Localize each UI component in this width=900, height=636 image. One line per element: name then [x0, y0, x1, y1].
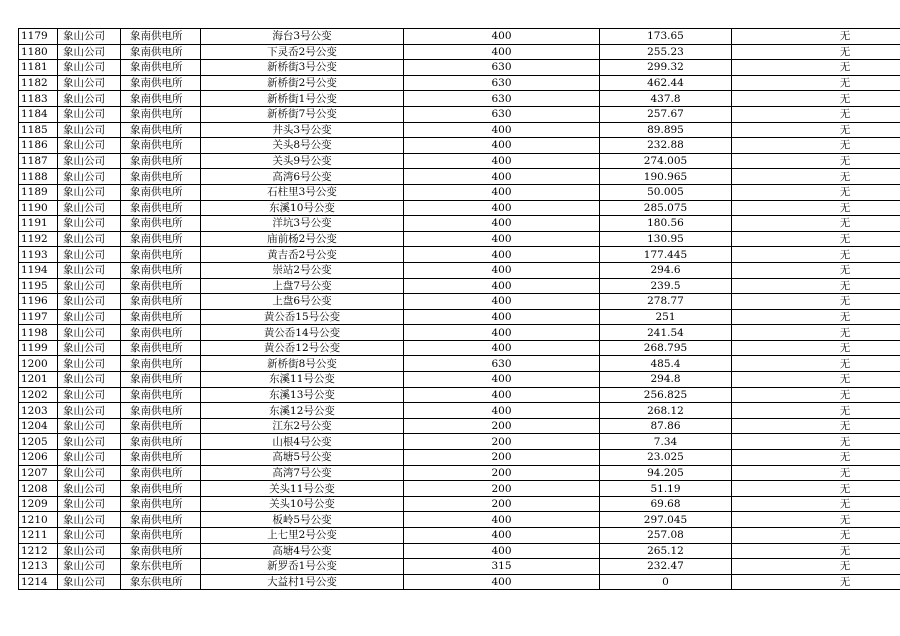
load-cell[interactable]: 232.47 [600, 559, 732, 575]
transformer-name-cell[interactable]: 黄公岙15号公变 [201, 309, 404, 325]
supply-station-cell[interactable]: 象南供电所 [121, 496, 201, 512]
supply-station-cell[interactable]: 象南供电所 [121, 60, 201, 76]
row-number-cell[interactable]: 1191 [19, 216, 58, 232]
company-cell[interactable]: 象山公司 [58, 372, 121, 388]
row-number-cell[interactable]: 1189 [19, 184, 58, 200]
company-cell[interactable]: 象山公司 [58, 153, 121, 169]
load-cell[interactable]: 294.8 [600, 372, 732, 388]
transformer-name-cell[interactable]: 东溪13号公变 [201, 387, 404, 403]
supply-station-cell[interactable]: 象南供电所 [121, 91, 201, 107]
transformer-name-cell[interactable]: 上盘7号公变 [201, 278, 404, 294]
transformer-name-cell[interactable]: 高湾7号公变 [201, 465, 404, 481]
capacity-cell[interactable]: 400 [404, 512, 600, 528]
table-row [19, 543, 900, 559]
capacity-cell[interactable]: 400 [404, 216, 600, 232]
capacity-cell[interactable]: 200 [404, 496, 600, 512]
capacity-cell[interactable]: 400 [404, 262, 600, 278]
note-cell[interactable]: 无 [732, 29, 900, 45]
note-cell[interactable]: 无 [732, 294, 900, 310]
supply-station-cell[interactable]: 象南供电所 [121, 309, 201, 325]
row-number-cell[interactable]: 1199 [19, 340, 58, 356]
capacity-cell[interactable]: 315 [404, 559, 600, 575]
row-number-cell[interactable]: 1197 [19, 309, 58, 325]
capacity-cell[interactable]: 400 [404, 247, 600, 263]
row-number-cell[interactable]: 1213 [19, 559, 58, 575]
supply-station-cell[interactable]: 象南供电所 [121, 44, 201, 60]
company-cell[interactable]: 象山公司 [58, 122, 121, 138]
transformer-name-cell[interactable]: 洋坑3号公变 [201, 216, 404, 232]
capacity-cell[interactable]: 400 [404, 543, 600, 559]
company-cell[interactable]: 象山公司 [58, 481, 121, 497]
supply-station-cell[interactable]: 象南供电所 [121, 356, 201, 372]
supply-station-cell[interactable]: 象南供电所 [121, 528, 201, 544]
company-cell[interactable]: 象山公司 [58, 434, 121, 450]
table-row [19, 403, 900, 419]
row-number-cell[interactable]: 1187 [19, 153, 58, 169]
transformer-name-cell[interactable]: 新桥街7号公变 [201, 106, 404, 122]
note-cell[interactable]: 无 [732, 184, 900, 200]
note-cell[interactable]: 无 [732, 481, 900, 497]
capacity-cell[interactable]: 400 [404, 184, 600, 200]
note-cell[interactable]: 无 [732, 496, 900, 512]
supply-station-cell[interactable]: 象南供电所 [121, 169, 201, 185]
supply-station-cell[interactable]: 象东供电所 [121, 559, 201, 575]
row-number-cell[interactable]: 1195 [19, 278, 58, 294]
table-row [19, 91, 900, 107]
note-cell[interactable]: 无 [732, 543, 900, 559]
note-cell[interactable]: 无 [732, 169, 900, 185]
note-cell[interactable]: 无 [732, 247, 900, 263]
row-number-cell[interactable]: 1202 [19, 387, 58, 403]
supply-station-cell[interactable]: 象南供电所 [121, 403, 201, 419]
load-cell[interactable]: 268.795 [600, 340, 732, 356]
load-cell[interactable]: 239.5 [600, 278, 732, 294]
load-cell[interactable]: 299.32 [600, 60, 732, 76]
capacity-cell[interactable]: 630 [404, 60, 600, 76]
supply-station-cell[interactable]: 象南供电所 [121, 184, 201, 200]
transformer-name-cell[interactable]: 山根4号公变 [201, 434, 404, 450]
row-number-cell[interactable]: 1180 [19, 44, 58, 60]
supply-station-cell[interactable]: 象南供电所 [121, 106, 201, 122]
capacity-cell[interactable]: 400 [404, 200, 600, 216]
note-cell[interactable]: 无 [732, 138, 900, 154]
transformer-name-cell[interactable]: 黄公岙12号公变 [201, 340, 404, 356]
note-cell[interactable]: 无 [732, 559, 900, 575]
transformer-name-cell[interactable]: 高湾6号公变 [201, 169, 404, 185]
row-number-cell[interactable]: 1190 [19, 200, 58, 216]
load-cell[interactable]: 268.12 [600, 403, 732, 419]
company-cell[interactable]: 象山公司 [58, 278, 121, 294]
supply-station-cell[interactable]: 象南供电所 [121, 543, 201, 559]
table-row [19, 325, 900, 341]
row-number-cell[interactable]: 1198 [19, 325, 58, 341]
row-number-cell[interactable]: 1193 [19, 247, 58, 263]
supply-station-cell[interactable]: 象南供电所 [121, 372, 201, 388]
supply-station-cell[interactable]: 象南供电所 [121, 481, 201, 497]
transformer-name-cell[interactable]: 关头11号公变 [201, 481, 404, 497]
row-number-cell[interactable]: 1209 [19, 496, 58, 512]
load-cell[interactable]: 278.77 [600, 294, 732, 310]
load-cell[interactable]: 294.6 [600, 262, 732, 278]
capacity-cell[interactable]: 400 [404, 309, 600, 325]
row-number-cell[interactable]: 1208 [19, 481, 58, 497]
row-number-cell[interactable]: 1188 [19, 169, 58, 185]
company-cell[interactable]: 象山公司 [58, 91, 121, 107]
note-cell[interactable]: 无 [732, 60, 900, 76]
transformer-name-cell[interactable]: 新罗岙1号公变 [201, 559, 404, 575]
row-number-cell[interactable]: 1211 [19, 528, 58, 544]
note-cell[interactable]: 无 [732, 434, 900, 450]
table-row [19, 75, 900, 91]
company-cell[interactable]: 象山公司 [58, 512, 121, 528]
transformer-name-cell[interactable]: 上七里2号公变 [201, 528, 404, 544]
note-cell[interactable]: 无 [732, 356, 900, 372]
transformer-name-cell[interactable]: 东溪11号公变 [201, 372, 404, 388]
note-cell[interactable]: 无 [732, 122, 900, 138]
note-cell[interactable]: 无 [732, 262, 900, 278]
supply-station-cell[interactable]: 象东供电所 [121, 574, 201, 590]
company-cell[interactable]: 象山公司 [58, 60, 121, 76]
table-row [19, 465, 900, 481]
company-cell[interactable]: 象山公司 [58, 75, 121, 91]
load-cell[interactable]: 69.68 [600, 496, 732, 512]
load-cell[interactable]: 462.44 [600, 75, 732, 91]
company-cell[interactable]: 象山公司 [58, 106, 121, 122]
note-cell[interactable]: 无 [732, 387, 900, 403]
company-cell[interactable]: 象山公司 [58, 231, 121, 247]
row-number-cell[interactable]: 1214 [19, 574, 58, 590]
load-cell[interactable]: 241.54 [600, 325, 732, 341]
supply-station-cell[interactable]: 象南供电所 [121, 278, 201, 294]
table-row [19, 44, 900, 60]
note-cell[interactable]: 无 [732, 574, 900, 590]
load-cell[interactable]: 173.65 [600, 29, 732, 45]
table-body [19, 29, 900, 590]
table-row [19, 356, 900, 372]
transformer-name-cell[interactable]: 井头3号公变 [201, 122, 404, 138]
company-cell[interactable]: 象山公司 [58, 247, 121, 263]
table-row [19, 29, 900, 45]
capacity-cell[interactable]: 630 [404, 356, 600, 372]
note-cell[interactable]: 无 [732, 340, 900, 356]
row-number-cell[interactable]: 1192 [19, 231, 58, 247]
capacity-cell[interactable]: 400 [404, 29, 600, 45]
row-number-cell[interactable]: 1207 [19, 465, 58, 481]
note-cell[interactable]: 无 [732, 75, 900, 91]
company-cell[interactable]: 象山公司 [58, 356, 121, 372]
load-cell[interactable]: 255.23 [600, 44, 732, 60]
transformer-name-cell[interactable]: 新桥街3号公变 [201, 60, 404, 76]
capacity-cell[interactable]: 400 [404, 372, 600, 388]
transformer-name-cell[interactable]: 新桥街2号公变 [201, 75, 404, 91]
supply-station-cell[interactable]: 象南供电所 [121, 138, 201, 154]
load-cell[interactable]: 23.025 [600, 450, 732, 466]
supply-station-cell[interactable]: 象南供电所 [121, 262, 201, 278]
company-cell[interactable]: 象山公司 [58, 309, 121, 325]
company-cell[interactable]: 象山公司 [58, 262, 121, 278]
company-cell[interactable]: 象山公司 [58, 465, 121, 481]
supply-station-cell[interactable]: 象南供电所 [121, 450, 201, 466]
row-number-cell[interactable]: 1184 [19, 106, 58, 122]
capacity-cell[interactable]: 630 [404, 91, 600, 107]
note-cell[interactable]: 无 [732, 528, 900, 544]
table-row [19, 434, 900, 450]
transformer-name-cell[interactable]: 海台3号公变 [201, 29, 404, 45]
load-cell[interactable]: 94.205 [600, 465, 732, 481]
company-cell[interactable]: 象山公司 [58, 387, 121, 403]
capacity-cell[interactable]: 630 [404, 75, 600, 91]
supply-station-cell[interactable]: 象南供电所 [121, 216, 201, 232]
row-number-cell[interactable]: 1204 [19, 418, 58, 434]
supply-station-cell[interactable]: 象南供电所 [121, 340, 201, 356]
table-row [19, 496, 900, 512]
row-number-cell[interactable]: 1200 [19, 356, 58, 372]
load-cell[interactable]: 251 [600, 309, 732, 325]
company-cell[interactable]: 象山公司 [58, 44, 121, 60]
capacity-cell[interactable]: 200 [404, 434, 600, 450]
company-cell[interactable]: 象山公司 [58, 543, 121, 559]
capacity-cell[interactable]: 200 [404, 418, 600, 434]
company-cell[interactable]: 象山公司 [58, 138, 121, 154]
table-row [19, 574, 900, 590]
transformer-name-cell[interactable]: 关头8号公变 [201, 138, 404, 154]
table-row [19, 387, 900, 403]
capacity-cell[interactable]: 400 [404, 574, 600, 590]
load-cell[interactable]: 51.19 [600, 481, 732, 497]
supply-station-cell[interactable]: 象南供电所 [121, 200, 201, 216]
note-cell[interactable]: 无 [732, 216, 900, 232]
supply-station-cell[interactable]: 象南供电所 [121, 153, 201, 169]
company-cell[interactable]: 象山公司 [58, 294, 121, 310]
company-cell[interactable]: 象山公司 [58, 169, 121, 185]
note-cell[interactable]: 无 [732, 106, 900, 122]
transformer-load-table [18, 28, 900, 590]
table-row [19, 481, 900, 497]
load-cell[interactable]: 180.56 [600, 216, 732, 232]
transformer-name-cell[interactable]: 大益村1号公变 [201, 574, 404, 590]
note-cell[interactable]: 无 [732, 153, 900, 169]
capacity-cell[interactable]: 400 [404, 528, 600, 544]
note-cell[interactable]: 无 [732, 372, 900, 388]
load-cell[interactable]: 7.34 [600, 434, 732, 450]
row-number-cell[interactable]: 1203 [19, 403, 58, 419]
transformer-name-cell[interactable]: 黄公岙14号公变 [201, 325, 404, 341]
table-row [19, 231, 900, 247]
company-cell[interactable]: 象山公司 [58, 403, 121, 419]
table-row [19, 340, 900, 356]
row-number-cell[interactable]: 1194 [19, 262, 58, 278]
company-cell[interactable]: 象山公司 [58, 216, 121, 232]
load-cell[interactable]: 257.67 [600, 106, 732, 122]
capacity-cell[interactable]: 400 [404, 325, 600, 341]
company-cell[interactable]: 象山公司 [58, 418, 121, 434]
note-cell[interactable]: 无 [732, 91, 900, 107]
load-cell[interactable]: 190.965 [600, 169, 732, 185]
table-row [19, 559, 900, 575]
company-cell[interactable]: 象山公司 [58, 528, 121, 544]
table-row [19, 278, 900, 294]
capacity-cell[interactable]: 400 [404, 294, 600, 310]
note-cell[interactable]: 无 [732, 418, 900, 434]
transformer-name-cell[interactable]: 江东2号公变 [201, 418, 404, 434]
company-cell[interactable]: 象山公司 [58, 574, 121, 590]
note-cell[interactable]: 无 [732, 278, 900, 294]
table-row [19, 138, 900, 154]
table-row [19, 512, 900, 528]
table-row [19, 418, 900, 434]
load-cell[interactable]: 130.95 [600, 231, 732, 247]
supply-station-cell[interactable]: 象南供电所 [121, 122, 201, 138]
note-cell[interactable]: 无 [732, 325, 900, 341]
load-cell[interactable]: 257.08 [600, 528, 732, 544]
row-number-cell[interactable]: 1179 [19, 29, 58, 45]
table-row [19, 294, 900, 310]
table-row [19, 372, 900, 388]
transformer-name-cell[interactable]: 东溪12号公变 [201, 403, 404, 419]
supply-station-cell[interactable]: 象南供电所 [121, 231, 201, 247]
table-row [19, 450, 900, 466]
row-number-cell[interactable]: 1210 [19, 512, 58, 528]
supply-station-cell[interactable]: 象南供电所 [121, 294, 201, 310]
row-number-cell[interactable]: 1182 [19, 75, 58, 91]
company-cell[interactable]: 象山公司 [58, 559, 121, 575]
transformer-name-cell[interactable]: 上盘6号公变 [201, 294, 404, 310]
note-cell[interactable]: 无 [732, 231, 900, 247]
load-cell[interactable]: 285.075 [600, 200, 732, 216]
table-row [19, 106, 900, 122]
supply-station-cell[interactable]: 象南供电所 [121, 247, 201, 263]
load-cell[interactable]: 274.005 [600, 153, 732, 169]
supply-station-cell[interactable]: 象南供电所 [121, 75, 201, 91]
transformer-name-cell[interactable]: 崇站2号公变 [201, 262, 404, 278]
transformer-name-cell[interactable]: 高塘4号公变 [201, 543, 404, 559]
row-number-cell[interactable]: 1201 [19, 372, 58, 388]
table-row [19, 60, 900, 76]
capacity-cell[interactable]: 200 [404, 450, 600, 466]
table-row [19, 528, 900, 544]
capacity-cell[interactable]: 400 [404, 153, 600, 169]
company-cell[interactable]: 象山公司 [58, 325, 121, 341]
note-cell[interactable]: 无 [732, 465, 900, 481]
table-row [19, 200, 900, 216]
capacity-cell[interactable]: 400 [404, 122, 600, 138]
company-cell[interactable]: 象山公司 [58, 184, 121, 200]
supply-station-cell[interactable]: 象南供电所 [121, 387, 201, 403]
transformer-name-cell[interactable]: 关头10号公变 [201, 496, 404, 512]
load-cell[interactable]: 256.825 [600, 387, 732, 403]
row-number-cell[interactable]: 1206 [19, 450, 58, 466]
company-cell[interactable]: 象山公司 [58, 340, 121, 356]
transformer-name-cell[interactable]: 关头9号公变 [201, 153, 404, 169]
row-number-cell[interactable]: 1212 [19, 543, 58, 559]
transformer-name-cell[interactable]: 下灵岙2号公变 [201, 44, 404, 60]
load-cell[interactable]: 89.895 [600, 122, 732, 138]
load-cell[interactable]: 265.12 [600, 543, 732, 559]
supply-station-cell[interactable]: 象南供电所 [121, 29, 201, 45]
load-cell[interactable]: 485.4 [600, 356, 732, 372]
transformer-name-cell[interactable]: 高塘5号公变 [201, 450, 404, 466]
company-cell[interactable]: 象山公司 [58, 450, 121, 466]
table-row [19, 262, 900, 278]
capacity-cell[interactable]: 400 [404, 169, 600, 185]
company-cell[interactable]: 象山公司 [58, 496, 121, 512]
transformer-name-cell[interactable]: 新桥街1号公变 [201, 91, 404, 107]
capacity-cell[interactable]: 400 [404, 403, 600, 419]
note-cell[interactable]: 无 [732, 450, 900, 466]
capacity-cell[interactable]: 630 [404, 106, 600, 122]
note-cell[interactable]: 无 [732, 44, 900, 60]
row-number-cell[interactable]: 1183 [19, 91, 58, 107]
load-cell[interactable]: 437.8 [600, 91, 732, 107]
load-cell[interactable]: 87.86 [600, 418, 732, 434]
capacity-cell[interactable]: 400 [404, 138, 600, 154]
capacity-cell[interactable]: 200 [404, 481, 600, 497]
capacity-cell[interactable]: 400 [404, 278, 600, 294]
capacity-cell[interactable]: 400 [404, 231, 600, 247]
table-row [19, 309, 900, 325]
load-cell[interactable]: 0 [600, 574, 732, 590]
load-cell[interactable]: 50.005 [600, 184, 732, 200]
row-number-cell[interactable]: 1205 [19, 434, 58, 450]
transformer-name-cell[interactable]: 黄吉岙2号公变 [201, 247, 404, 263]
note-cell[interactable]: 无 [732, 309, 900, 325]
capacity-cell[interactable]: 400 [404, 387, 600, 403]
table-row [19, 122, 900, 138]
table-row [19, 153, 900, 169]
supply-station-cell[interactable]: 象南供电所 [121, 325, 201, 341]
note-cell[interactable]: 无 [732, 200, 900, 216]
transformer-name-cell[interactable]: 板岭5号公变 [201, 512, 404, 528]
transformer-name-cell[interactable]: 东溪10号公变 [201, 200, 404, 216]
row-number-cell[interactable]: 1196 [19, 294, 58, 310]
transformer-name-cell[interactable]: 庙前杨2号公变 [201, 231, 404, 247]
transformer-name-cell[interactable]: 石柱里3号公变 [201, 184, 404, 200]
supply-station-cell[interactable]: 象南供电所 [121, 434, 201, 450]
company-cell[interactable]: 象山公司 [58, 29, 121, 45]
row-number-cell[interactable]: 1186 [19, 138, 58, 154]
row-number-cell[interactable]: 1185 [19, 122, 58, 138]
table-row [19, 169, 900, 185]
table-row [19, 184, 900, 200]
supply-station-cell[interactable]: 象南供电所 [121, 512, 201, 528]
capacity-cell[interactable]: 400 [404, 340, 600, 356]
load-cell[interactable]: 232.88 [600, 138, 732, 154]
supply-station-cell[interactable]: 象南供电所 [121, 418, 201, 434]
load-cell[interactable]: 177.445 [600, 247, 732, 263]
table-row [19, 216, 900, 232]
capacity-cell[interactable]: 400 [404, 44, 600, 60]
transformer-name-cell[interactable]: 新桥街8号公变 [201, 356, 404, 372]
load-cell[interactable]: 297.045 [600, 512, 732, 528]
capacity-cell[interactable]: 200 [404, 465, 600, 481]
row-number-cell[interactable]: 1181 [19, 60, 58, 76]
company-cell[interactable]: 象山公司 [58, 200, 121, 216]
note-cell[interactable]: 无 [732, 403, 900, 419]
supply-station-cell[interactable]: 象南供电所 [121, 465, 201, 481]
table-row [19, 247, 900, 263]
note-cell[interactable]: 无 [732, 512, 900, 528]
